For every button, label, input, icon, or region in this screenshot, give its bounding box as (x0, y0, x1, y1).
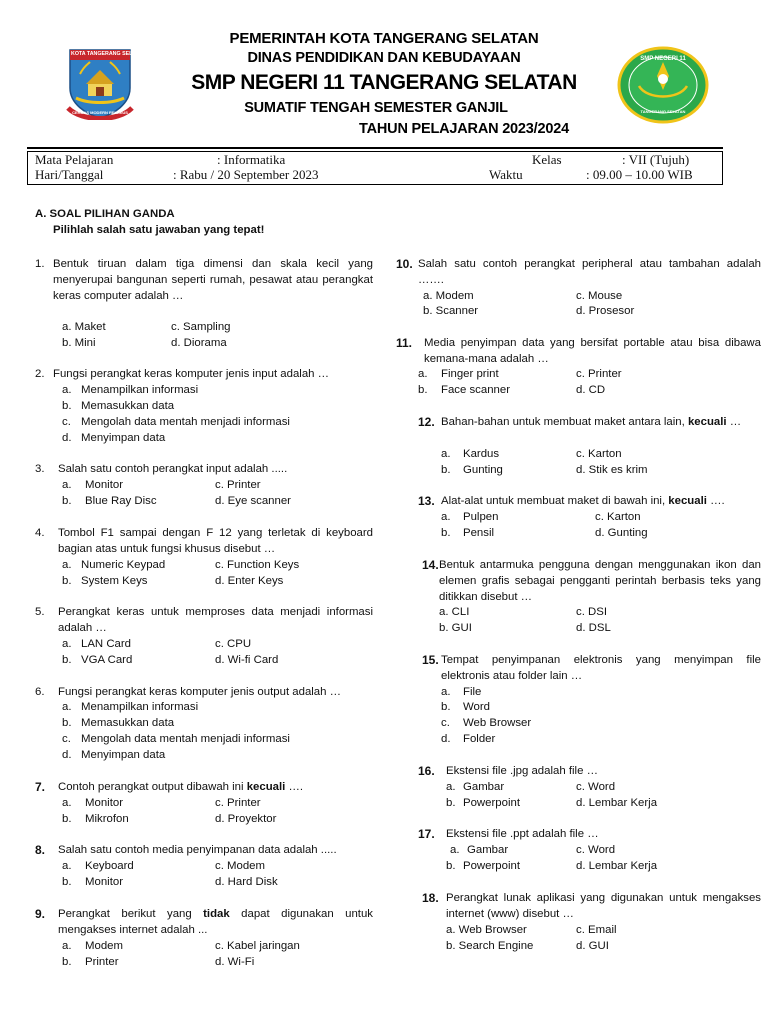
option-letter-a: a. (62, 701, 72, 713)
option-letter-b: b. (62, 717, 72, 729)
option-letter-b: b. (62, 495, 72, 507)
option-d[interactable]: d. Wi-Fi (215, 956, 255, 968)
keyword-kecuali: kecuali (246, 781, 286, 793)
option-d[interactable]: d. Lembar Kerja (576, 860, 658, 872)
option-b[interactable]: Blue Ray Disc (85, 495, 157, 507)
question-text: Salah satu contoh perangkat input adalah ..... (58, 463, 288, 475)
option-b[interactable]: Printer (85, 956, 119, 968)
question-text: Perangkat keras untuk memproses data menjadi informasi adalah … (58, 606, 373, 634)
option-letter-b: b. (62, 575, 72, 587)
option-letter-b: b. (446, 797, 456, 809)
question-number: 2. (35, 368, 45, 380)
option-letter-b: b. (62, 813, 72, 825)
option-c[interactable]: c. Word (576, 844, 616, 856)
option-d[interactable]: d. Eye scanner (215, 495, 291, 507)
option-c[interactable]: c. Kabel jaringan (215, 940, 300, 952)
question-number: 5. (35, 606, 45, 618)
option-d[interactable]: d. Prosesor (576, 305, 635, 317)
option-a[interactable]: Finger print (441, 368, 499, 380)
option-a[interactable]: Kardus (463, 448, 500, 460)
question-number: 1. (35, 258, 45, 270)
question-text: Tombol F1 sampai dengan F 12 yang terletak di keyboard bagian atas untuk fungsi khusus disebut … (58, 527, 373, 555)
option-b[interactable]: Face scanner (441, 384, 511, 396)
option-d[interactable]: d. CD (576, 384, 606, 396)
logo-right-label: SMP NEGERI 11 (640, 56, 686, 62)
question-number: 16. (418, 764, 435, 778)
option-letter-a: a. (62, 479, 72, 491)
option-a[interactable]: Monitor (85, 479, 123, 491)
option-letter-a: a. (441, 511, 451, 523)
question-text: Ekstensi file .jpg adalah file … (446, 765, 598, 777)
option-c[interactable]: c. Karton (595, 511, 641, 523)
option-letter-b: b. (418, 384, 428, 396)
option-d[interactable]: d. GUI (576, 940, 609, 952)
question-text-part: Perangkat berikut yang (58, 908, 204, 920)
header-school-name: SMP NEGERI 11 TANGERANG SELATAN (191, 71, 577, 94)
question-number: 4. (35, 527, 45, 539)
question-number: 14. (422, 558, 439, 572)
option-letter-d: d. (62, 432, 72, 444)
option-b[interactable]: Word (463, 701, 491, 713)
option-letter-c: c. (62, 733, 71, 745)
option-a[interactable]: LAN Card (81, 638, 132, 650)
question-number: 11. (396, 336, 413, 350)
header-academic-year: TAHUN PELAJARAN 2023/2024 (359, 121, 569, 137)
option-d[interactable]: d. DSL (576, 622, 611, 634)
option-c[interactable]: c. Modem (215, 860, 266, 872)
question-text-part: …. (285, 781, 304, 793)
option-d[interactable]: Folder (463, 733, 496, 745)
option-a[interactable]: Menampilkan informasi (81, 384, 199, 396)
option-letter-a: a. (62, 860, 72, 872)
section-title: A. SOAL PILIHAN GANDA (35, 208, 175, 220)
option-a[interactable]: Keyboard (85, 860, 134, 872)
section-instruction: Pilihlah salah satu jawaban yang tepat! (53, 224, 265, 236)
question-text (441, 414, 761, 430)
option-a[interactable]: a. Maket (62, 321, 106, 333)
class-label: Kelas (532, 152, 562, 167)
keyword-kecuali: kecuali (687, 416, 727, 428)
option-letter-b: b. (62, 876, 72, 888)
question-text: Tempat penyimpanan elektronis yang menyimpan file elektronis atau folder lain … (441, 654, 761, 682)
option-b[interactable]: b. GUI (439, 622, 472, 634)
option-c[interactable]: c. Printer (215, 797, 261, 809)
exam-info-box (27, 151, 723, 185)
option-b[interactable]: Memasukkan data (81, 717, 175, 729)
option-letter-a: a. (446, 781, 456, 793)
option-b[interactable]: System Keys (81, 575, 148, 587)
option-d[interactable]: d. Diorama (171, 337, 227, 349)
option-a[interactable]: a. Modem (423, 290, 474, 302)
question-text: Ekstensi file .ppt adalah file … (446, 828, 599, 840)
question-number: 9. (35, 907, 46, 921)
logo-right-bottom: TANGERANG SELATAN (640, 109, 686, 114)
date-label: Hari/Tanggal (35, 167, 104, 182)
question-text: Bentuk tiruan dalam tiga dimensi dan skala kecil yang menyerupai bangunan seperti rumah, pesawat atau perangkat keras computer adalah … (53, 258, 373, 302)
question-number: 7. (35, 780, 46, 794)
option-d[interactable]: d. Wi-fi Card (215, 654, 279, 666)
option-a[interactable]: Modem (85, 940, 123, 952)
option-c[interactable]: c. Email (576, 924, 617, 936)
option-b[interactable]: b. Mini (62, 337, 96, 349)
question-number: 6. (35, 686, 45, 698)
option-b[interactable]: Gunting (463, 464, 503, 476)
option-a[interactable]: Numeric Keypad (81, 559, 166, 571)
option-c[interactable]: c. Word (576, 781, 616, 793)
class-value: : VII (Tujuh) (622, 152, 690, 167)
question-number: 8. (35, 843, 46, 857)
option-letter-b: b. (62, 654, 72, 666)
option-a[interactable]: Gambar (463, 781, 505, 793)
option-b[interactable]: Mikrofon (85, 813, 129, 825)
option-c[interactable]: c. DSI (576, 606, 608, 618)
option-letter-a: a. (62, 940, 72, 952)
option-c[interactable]: c. CPU (215, 638, 252, 650)
option-letter-a: a. (418, 368, 428, 380)
question-number: 17. (418, 827, 435, 841)
option-b[interactable]: Powerpoint (463, 860, 520, 872)
question-text-part: Contoh perangkat output dibawah ini (58, 781, 247, 793)
option-a[interactable]: a. Web Browser (446, 924, 527, 936)
option-d[interactable]: d. Gunting (595, 527, 648, 539)
question-text (441, 493, 725, 509)
option-letter-b: b. (62, 956, 72, 968)
question-text: Media penyimpan data yang bersifat portable atau bisa dibawa kemana-mana adalah … (424, 337, 761, 365)
question-text-part: …. (706, 495, 725, 507)
header-divider (27, 147, 723, 149)
option-c[interactable]: c. Printer (576, 368, 622, 380)
time-label: Waktu (489, 167, 523, 182)
header-department: DINAS PENDIDIKAN DAN KEBUDAYAAN (247, 50, 521, 66)
option-letter-a: a. (62, 559, 72, 571)
option-d[interactable]: d. Hard Disk (215, 876, 278, 888)
question-text: Fungsi perangkat keras komputer jenis input adalah … (53, 368, 330, 380)
option-c[interactable]: c. Function Keys (215, 559, 300, 571)
option-letter-a: a. (450, 844, 460, 856)
logo-left-label: KOTA TANGERANG SELATAN (71, 51, 147, 57)
option-letter-b: b. (441, 464, 451, 476)
question-text: Fungsi perangkat keras komputer jenis output adalah … (58, 686, 342, 698)
question-number: 13. (418, 494, 435, 508)
keyword-tidak: tidak (203, 908, 230, 920)
option-a[interactable]: Menampilkan informasi (81, 701, 199, 713)
option-letter-b: b. (62, 400, 72, 412)
question-text: Bentuk antarmuka pengguna dengan menggunakan ikon dan elemen grafis sebagai pengganti perintah berbasis teks yang ditikkan disebut … (439, 559, 761, 603)
option-a[interactable]: Pulpen (463, 511, 499, 523)
option-b[interactable]: VGA Card (81, 654, 133, 666)
keyword-kecuali: kecuali (668, 495, 707, 507)
question-number: 12. (418, 415, 435, 429)
question-text-part: Bahan-bahan untuk membuat maket antara lain, (441, 416, 688, 428)
date-value: : Rabu / 20 September 2023 (173, 167, 319, 182)
option-d[interactable]: d. Stik es krim (576, 464, 648, 476)
option-c[interactable]: c. Sampling (171, 321, 231, 333)
question-text (58, 906, 373, 938)
subject-value: : Informatika (217, 152, 286, 167)
option-letter-a: a. (62, 384, 72, 396)
question-number: 15. (422, 653, 439, 667)
option-d[interactable]: d. Enter Keys (215, 575, 284, 587)
option-letter-a: a. (441, 686, 451, 698)
question-number: 18. (422, 891, 439, 905)
option-b[interactable]: b. Search Engine (446, 940, 534, 952)
option-letter-b: b. (441, 701, 451, 713)
question-text: Salah satu contoh perangkat peripheral atau tambahan adalah ……. (418, 258, 761, 286)
option-c[interactable]: c. Printer (215, 479, 261, 491)
question-text-part: dapat digunakan untuk mengakses internet adalah ... (58, 908, 373, 936)
option-letter-d: d. (441, 733, 451, 745)
option-d[interactable]: Menyimpan data (81, 749, 166, 761)
header-exam-title: SUMATIF TENGAH SEMESTER GANJIL (244, 100, 508, 116)
option-letter-b: b. (446, 860, 456, 872)
option-b[interactable]: Memasukkan data (81, 400, 175, 412)
option-c[interactable]: Mengolah data mentah menjadi informasi (81, 733, 290, 745)
option-b[interactable]: Monitor (85, 876, 123, 888)
option-d[interactable]: Menyimpan data (81, 432, 166, 444)
option-a[interactable]: Gambar (467, 844, 509, 856)
option-c[interactable]: Web Browser (463, 717, 532, 729)
option-a[interactable]: File (463, 686, 482, 698)
option-letter-b: b. (441, 527, 451, 539)
option-letter-a: a. (62, 638, 72, 650)
question-text: Salah satu contoh media penyimpanan data adalah ..... (58, 844, 337, 856)
option-letter-d: d. (62, 749, 72, 761)
option-letter-c: c. (62, 416, 71, 428)
question-text-part: … (726, 416, 742, 428)
option-letter-a: a. (62, 797, 72, 809)
option-b[interactable]: Powerpoint (463, 797, 520, 809)
time-value: : 09.00 – 10.00 WIB (586, 167, 693, 182)
question-number: 10. (396, 257, 413, 271)
option-d[interactable]: d. Lembar Kerja (576, 797, 658, 809)
option-b[interactable]: Pensil (463, 527, 495, 539)
option-letter-a: a. (441, 448, 451, 460)
header-government: PEMERINTAH KOTA TANGERANG SELATAN (229, 30, 539, 47)
logo-left-motto: CERDAS MODERN RELIGIUS (72, 110, 128, 115)
subject-label: Mata Pelajaran (35, 152, 114, 167)
option-a[interactable]: a. CLI (439, 606, 470, 618)
option-c[interactable]: c. Karton (576, 448, 622, 460)
option-letter-c: c. (441, 717, 450, 729)
option-d[interactable]: d. Proyektor (215, 813, 277, 825)
option-a[interactable]: Monitor (85, 797, 123, 809)
question-text-part: Alat-alat untuk membuat maket di bawah ini, (441, 495, 669, 507)
option-b[interactable]: b. Scanner (423, 305, 479, 317)
option-c[interactable]: c. Mouse (576, 290, 623, 302)
question-number: 3. (35, 463, 45, 475)
question-text: Perangkat lunak aplikasi yang digunakan untuk mengakses internet (www) disebut … (446, 892, 761, 920)
question-text (58, 779, 303, 795)
option-c[interactable]: Mengolah data mentah menjadi informasi (81, 416, 290, 428)
